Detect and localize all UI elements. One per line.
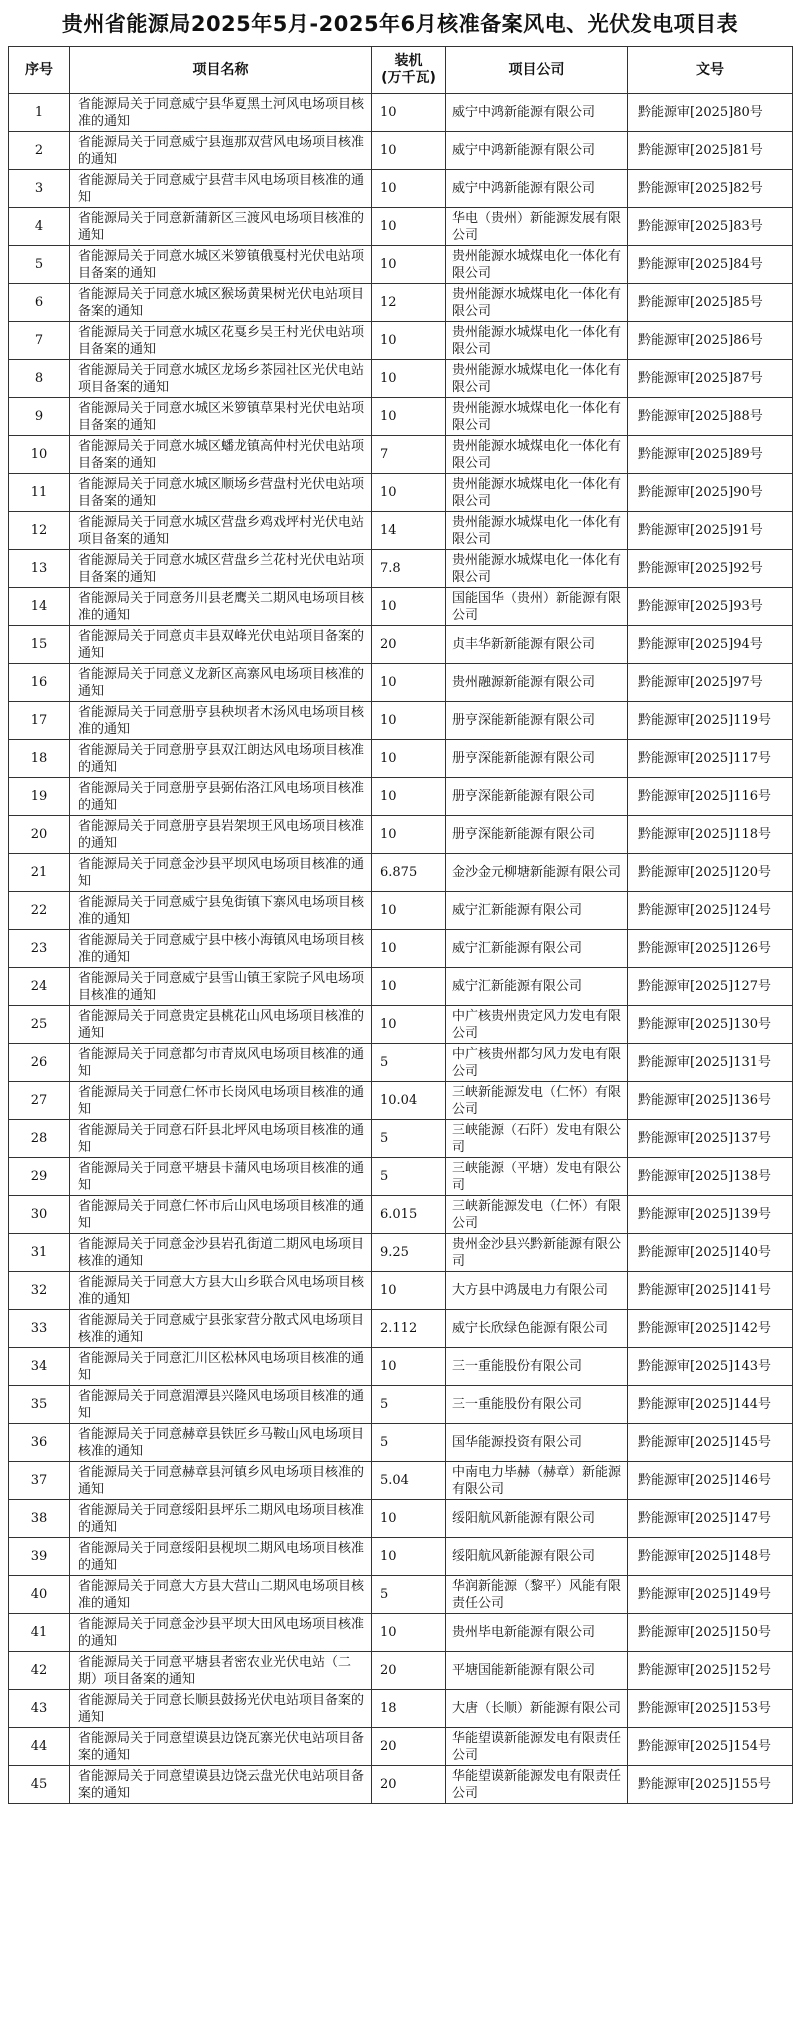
cell-capacity: 10	[372, 398, 446, 436]
table-row	[9, 930, 793, 968]
cell-project-name: 省能源局关于同意威宁县华夏黑土河风电场项目核准的通知	[70, 94, 372, 132]
cell-project-name: 省能源局关于同意仁怀市后山风电场项目核准的通知	[70, 1196, 372, 1234]
cell-no: 18	[9, 740, 70, 778]
cell-no: 31	[9, 1234, 70, 1272]
table-row	[9, 740, 793, 778]
cell-no: 16	[9, 664, 70, 702]
cell-project-name: 省能源局关于同意绥阳县枧坝二期风电场项目核准的通知	[70, 1538, 372, 1576]
table-row	[9, 360, 793, 398]
cell-capacity: 10	[372, 1272, 446, 1310]
header-capacity-line2: (万千瓦)	[381, 70, 436, 86]
cell-no: 45	[9, 1766, 70, 1804]
table-row	[9, 1386, 793, 1424]
cell-company: 大唐（长顺）新能源有限公司	[446, 1690, 628, 1728]
cell-no: 1	[9, 94, 70, 132]
cell-capacity: 10	[372, 94, 446, 132]
table-row	[9, 1652, 793, 1690]
cell-project-name: 省能源局关于同意威宁县营丰风电场项目核准的通知	[70, 170, 372, 208]
cell-project-name: 省能源局关于同意水城区花戛乡吴王村光伏电站项目备案的通知	[70, 322, 372, 360]
cell-capacity: 5	[372, 1424, 446, 1462]
cell-project-name: 省能源局关于同意长顺县鼓扬光伏电站项目备案的通知	[70, 1690, 372, 1728]
cell-capacity: 6.875	[372, 854, 446, 892]
cell-company: 威宁汇新能源有限公司	[446, 930, 628, 968]
cell-project-name: 省能源局关于同意大方县大山乡联合风电场项目核准的通知	[70, 1272, 372, 1310]
cell-project-name: 省能源局关于同意贵定县桃花山风电场项目核准的通知	[70, 1006, 372, 1044]
cell-project-name: 省能源局关于同意贞丰县双峰光伏电站项目备案的通知	[70, 626, 372, 664]
table-row	[9, 436, 793, 474]
cell-capacity: 10	[372, 170, 446, 208]
cell-no: 23	[9, 930, 70, 968]
cell-project-name: 省能源局关于同意威宁县雪山镇王家院子风电场项目核准的通知	[70, 968, 372, 1006]
cell-company: 国华能源投资有限公司	[446, 1424, 628, 1462]
cell-no: 35	[9, 1386, 70, 1424]
table-row	[9, 550, 793, 588]
cell-capacity: 10	[372, 968, 446, 1006]
cell-company: 三一重能股份有限公司	[446, 1348, 628, 1386]
cell-doc-number: 黔能源审[2025]80号	[628, 94, 793, 132]
cell-no: 38	[9, 1500, 70, 1538]
cell-doc-number: 黔能源审[2025]150号	[628, 1614, 793, 1652]
cell-project-name: 省能源局关于同意平塘县卡蒲风电场项目核准的通知	[70, 1158, 372, 1196]
table-row	[9, 1234, 793, 1272]
cell-company: 华电（贵州）新能源发展有限公司	[446, 208, 628, 246]
cell-no: 43	[9, 1690, 70, 1728]
cell-project-name: 省能源局关于同意务川县老鹰关二期风电场项目核准的通知	[70, 588, 372, 626]
cell-capacity: 10.04	[372, 1082, 446, 1120]
cell-project-name: 省能源局关于同意威宁县兔街镇下寨风电场项目核准的通知	[70, 892, 372, 930]
cell-company: 绥阳航风新能源有限公司	[446, 1538, 628, 1576]
cell-company: 威宁汇新能源有限公司	[446, 892, 628, 930]
cell-capacity: 10	[372, 208, 446, 246]
table-row	[9, 588, 793, 626]
cell-doc-number: 黔能源审[2025]144号	[628, 1386, 793, 1424]
document-page	[8, 0, 792, 1804]
cell-company: 贵州融源新能源有限公司	[446, 664, 628, 702]
cell-doc-number: 黔能源审[2025]94号	[628, 626, 793, 664]
table-header	[9, 47, 793, 94]
cell-no: 12	[9, 512, 70, 550]
cell-company: 贞丰华新新能源有限公司	[446, 626, 628, 664]
cell-company: 华能望谟新能源发电有限责任公司	[446, 1766, 628, 1804]
table-row	[9, 1158, 793, 1196]
cell-doc-number: 黔能源审[2025]97号	[628, 664, 793, 702]
cell-capacity: 10	[372, 588, 446, 626]
cell-company: 中南电力毕赫（赫章）新能源有限公司	[446, 1462, 628, 1500]
cell-capacity: 10	[372, 1500, 446, 1538]
table-row	[9, 1120, 793, 1158]
cell-project-name: 省能源局关于同意义龙新区高寨风电场项目核准的通知	[70, 664, 372, 702]
cell-company: 册亨深能新能源有限公司	[446, 816, 628, 854]
cell-no: 21	[9, 854, 70, 892]
cell-company: 威宁中鸿新能源有限公司	[446, 94, 628, 132]
cell-doc-number: 黔能源审[2025]142号	[628, 1310, 793, 1348]
table-row	[9, 512, 793, 550]
cell-no: 32	[9, 1272, 70, 1310]
header-capacity	[372, 47, 446, 94]
cell-doc-number: 黔能源审[2025]92号	[628, 550, 793, 588]
table-row	[9, 664, 793, 702]
cell-capacity: 10	[372, 246, 446, 284]
table-row	[9, 816, 793, 854]
cell-company: 威宁长欣绿色能源有限公司	[446, 1310, 628, 1348]
cell-doc-number: 黔能源审[2025]130号	[628, 1006, 793, 1044]
cell-capacity: 20	[372, 1766, 446, 1804]
cell-capacity: 10	[372, 322, 446, 360]
cell-no: 14	[9, 588, 70, 626]
cell-doc-number: 黔能源审[2025]131号	[628, 1044, 793, 1082]
cell-capacity: 10	[372, 664, 446, 702]
cell-company: 三峡能源（石阡）发电有限公司	[446, 1120, 628, 1158]
cell-capacity: 5	[372, 1386, 446, 1424]
cell-no: 40	[9, 1576, 70, 1614]
cell-company: 贵州能源水城煤电化一体化有限公司	[446, 550, 628, 588]
cell-project-name: 省能源局关于同意都匀市青岚风电场项目核准的通知	[70, 1044, 372, 1082]
cell-project-name: 省能源局关于同意金沙县平坝风电场项目核准的通知	[70, 854, 372, 892]
cell-capacity: 20	[372, 1728, 446, 1766]
cell-company: 威宁汇新能源有限公司	[446, 968, 628, 1006]
cell-project-name: 省能源局关于同意册亨县双江朗达风电场项目核准的通知	[70, 740, 372, 778]
cell-doc-number: 黔能源审[2025]148号	[628, 1538, 793, 1576]
cell-no: 8	[9, 360, 70, 398]
header-no: 序号	[9, 47, 70, 94]
table-row	[9, 1006, 793, 1044]
cell-company: 贵州能源水城煤电化一体化有限公司	[446, 474, 628, 512]
cell-project-name: 省能源局关于同意水城区米箩镇俄戛村光伏电站项目备案的通知	[70, 246, 372, 284]
cell-project-name: 省能源局关于同意水城区米箩镇草果村光伏电站项目备案的通知	[70, 398, 372, 436]
table-row	[9, 284, 793, 322]
cell-company: 三峡新能源发电（仁怀）有限公司	[446, 1196, 628, 1234]
cell-no: 19	[9, 778, 70, 816]
cell-doc-number: 黔能源审[2025]91号	[628, 512, 793, 550]
cell-doc-number: 黔能源审[2025]152号	[628, 1652, 793, 1690]
table-row	[9, 626, 793, 664]
cell-doc-number: 黔能源审[2025]137号	[628, 1120, 793, 1158]
cell-project-name: 省能源局关于同意水城区顺场乡营盘村光伏电站项目备案的通知	[70, 474, 372, 512]
cell-capacity: 10	[372, 132, 446, 170]
cell-no: 4	[9, 208, 70, 246]
cell-project-name: 省能源局关于同意赫章县铁匠乡马鞍山风电场项目核准的通知	[70, 1424, 372, 1462]
table-row	[9, 778, 793, 816]
cell-company: 三峡新能源发电（仁怀）有限公司	[446, 1082, 628, 1120]
cell-capacity: 5	[372, 1576, 446, 1614]
cell-doc-number: 黔能源审[2025]119号	[628, 702, 793, 740]
cell-doc-number: 黔能源审[2025]154号	[628, 1728, 793, 1766]
cell-doc-number: 黔能源审[2025]117号	[628, 740, 793, 778]
cell-doc-number: 黔能源审[2025]88号	[628, 398, 793, 436]
cell-company: 威宁中鸿新能源有限公司	[446, 170, 628, 208]
cell-company: 绥阳航风新能源有限公司	[446, 1500, 628, 1538]
cell-no: 26	[9, 1044, 70, 1082]
cell-doc-number: 黔能源审[2025]138号	[628, 1158, 793, 1196]
cell-no: 2	[9, 132, 70, 170]
cell-doc-number: 黔能源审[2025]127号	[628, 968, 793, 1006]
cell-no: 42	[9, 1652, 70, 1690]
cell-doc-number: 黔能源审[2025]86号	[628, 322, 793, 360]
cell-no: 7	[9, 322, 70, 360]
table-row	[9, 1766, 793, 1804]
cell-doc-number: 黔能源审[2025]139号	[628, 1196, 793, 1234]
table-row	[9, 170, 793, 208]
table-row	[9, 1614, 793, 1652]
cell-doc-number: 黔能源审[2025]146号	[628, 1462, 793, 1500]
table-row	[9, 854, 793, 892]
cell-no: 27	[9, 1082, 70, 1120]
cell-doc-number: 黔能源审[2025]124号	[628, 892, 793, 930]
header-company: 项目公司	[446, 47, 628, 94]
cell-capacity: 10	[372, 1348, 446, 1386]
table-row	[9, 1348, 793, 1386]
cell-no: 3	[9, 170, 70, 208]
cell-no: 28	[9, 1120, 70, 1158]
cell-doc-number: 黔能源审[2025]145号	[628, 1424, 793, 1462]
cell-capacity: 10	[372, 1538, 446, 1576]
cell-doc-number: 黔能源审[2025]116号	[628, 778, 793, 816]
table-row	[9, 1576, 793, 1614]
cell-project-name: 省能源局关于同意新蒲新区三渡风电场项目核准的通知	[70, 208, 372, 246]
cell-no: 5	[9, 246, 70, 284]
table-body	[9, 94, 793, 1804]
cell-company: 三一重能股份有限公司	[446, 1386, 628, 1424]
cell-company: 华能望谟新能源发电有限责任公司	[446, 1728, 628, 1766]
cell-project-name: 省能源局关于同意石阡县北坪风电场项目核准的通知	[70, 1120, 372, 1158]
cell-capacity: 6.015	[372, 1196, 446, 1234]
cell-no: 30	[9, 1196, 70, 1234]
cell-project-name: 省能源局关于同意威宁县迤那双营风电场项目核准的通知	[70, 132, 372, 170]
table-row	[9, 702, 793, 740]
cell-company: 贵州能源水城煤电化一体化有限公司	[446, 512, 628, 550]
cell-company: 册亨深能新能源有限公司	[446, 702, 628, 740]
cell-capacity: 10	[372, 1006, 446, 1044]
table-row	[9, 246, 793, 284]
cell-no: 44	[9, 1728, 70, 1766]
cell-doc-number: 黔能源审[2025]147号	[628, 1500, 793, 1538]
cell-no: 36	[9, 1424, 70, 1462]
cell-project-name: 省能源局关于同意水城区营盘乡兰花村光伏电站项目备案的通知	[70, 550, 372, 588]
cell-doc-number: 黔能源审[2025]118号	[628, 816, 793, 854]
cell-doc-number: 黔能源审[2025]136号	[628, 1082, 793, 1120]
cell-no: 25	[9, 1006, 70, 1044]
table-row	[9, 1082, 793, 1120]
table-row	[9, 132, 793, 170]
cell-capacity: 2.112	[372, 1310, 446, 1348]
cell-capacity: 10	[372, 778, 446, 816]
cell-doc-number: 黔能源审[2025]153号	[628, 1690, 793, 1728]
cell-no: 41	[9, 1614, 70, 1652]
cell-no: 11	[9, 474, 70, 512]
header-capacity-line1: 装机	[394, 53, 423, 69]
cell-no: 10	[9, 436, 70, 474]
table-row	[9, 398, 793, 436]
cell-no: 33	[9, 1310, 70, 1348]
cell-company: 大方县中鸿晟电力有限公司	[446, 1272, 628, 1310]
cell-project-name: 省能源局关于同意湄潭县兴隆风电场项目核准的通知	[70, 1386, 372, 1424]
cell-capacity: 5	[372, 1158, 446, 1196]
cell-capacity: 10	[372, 702, 446, 740]
cell-capacity: 5.04	[372, 1462, 446, 1500]
cell-company: 贵州能源水城煤电化一体化有限公司	[446, 284, 628, 322]
cell-project-name: 省能源局关于同意仁怀市长岗风电场项目核准的通知	[70, 1082, 372, 1120]
cell-no: 15	[9, 626, 70, 664]
cell-company: 贵州金沙县兴黔新能源有限公司	[446, 1234, 628, 1272]
cell-capacity: 20	[372, 626, 446, 664]
header-doc: 文号	[628, 47, 793, 94]
cell-capacity: 7.8	[372, 550, 446, 588]
table-row	[9, 892, 793, 930]
cell-no: 22	[9, 892, 70, 930]
cell-project-name: 省能源局关于同意威宁县张家营分散式风电场项目核准的通知	[70, 1310, 372, 1348]
cell-doc-number: 黔能源审[2025]83号	[628, 208, 793, 246]
cell-doc-number: 黔能源审[2025]85号	[628, 284, 793, 322]
table-row	[9, 1196, 793, 1234]
cell-no: 9	[9, 398, 70, 436]
cell-company: 贵州能源水城煤电化一体化有限公司	[446, 322, 628, 360]
cell-company: 贵州毕电新能源有限公司	[446, 1614, 628, 1652]
cell-project-name: 省能源局关于同意水城区蟠龙镇高仲村光伏电站项目备案的通知	[70, 436, 372, 474]
cell-company: 华润新能源（黎平）风能有限责任公司	[446, 1576, 628, 1614]
table-row	[9, 1424, 793, 1462]
table-row	[9, 208, 793, 246]
cell-capacity: 9.25	[372, 1234, 446, 1272]
cell-no: 17	[9, 702, 70, 740]
cell-project-name: 省能源局关于同意平塘县者密农业光伏电站（二期）项目备案的通知	[70, 1652, 372, 1690]
cell-company: 中广核贵州贵定风力发电有限公司	[446, 1006, 628, 1044]
table-row	[9, 1044, 793, 1082]
cell-no: 24	[9, 968, 70, 1006]
cell-capacity: 10	[372, 740, 446, 778]
cell-company: 册亨深能新能源有限公司	[446, 740, 628, 778]
cell-capacity: 12	[372, 284, 446, 322]
cell-capacity: 20	[372, 1652, 446, 1690]
cell-capacity: 10	[372, 474, 446, 512]
cell-project-name: 省能源局关于同意汇川区松林风电场项目核准的通知	[70, 1348, 372, 1386]
cell-no: 29	[9, 1158, 70, 1196]
cell-no: 34	[9, 1348, 70, 1386]
cell-doc-number: 黔能源审[2025]84号	[628, 246, 793, 284]
cell-doc-number: 黔能源审[2025]81号	[628, 132, 793, 170]
table-row	[9, 1310, 793, 1348]
cell-no: 13	[9, 550, 70, 588]
cell-project-name: 省能源局关于同意金沙县岩孔街道二期风电场项目核准的通知	[70, 1234, 372, 1272]
cell-capacity: 10	[372, 816, 446, 854]
cell-capacity: 5	[372, 1044, 446, 1082]
cell-doc-number: 黔能源审[2025]120号	[628, 854, 793, 892]
cell-capacity: 18	[372, 1690, 446, 1728]
cell-doc-number: 黔能源审[2025]82号	[628, 170, 793, 208]
cell-no: 37	[9, 1462, 70, 1500]
cell-doc-number: 黔能源审[2025]143号	[628, 1348, 793, 1386]
table-row	[9, 1538, 793, 1576]
cell-project-name: 省能源局关于同意册亨县弼佑洛江风电场项目核准的通知	[70, 778, 372, 816]
cell-company: 平塘国能新能源有限公司	[446, 1652, 628, 1690]
table-row	[9, 968, 793, 1006]
table-row	[9, 1728, 793, 1766]
cell-company: 三峡能源（平塘）发电有限公司	[446, 1158, 628, 1196]
cell-doc-number: 黔能源审[2025]87号	[628, 360, 793, 398]
page-title: 贵州省能源局2025年5月-2025年6月核准备案风电、光伏发电项目表	[61, 12, 739, 36]
cell-capacity: 10	[372, 360, 446, 398]
cell-company: 威宁中鸿新能源有限公司	[446, 132, 628, 170]
cell-project-name: 省能源局关于同意水城区猴场黄果树光伏电站项目备案的通知	[70, 284, 372, 322]
cell-project-name: 省能源局关于同意绥阳县坪乐二期风电场项目核准的通知	[70, 1500, 372, 1538]
cell-project-name: 省能源局关于同意望谟县边饶云盘光伏电站项目备案的通知	[70, 1766, 372, 1804]
cell-project-name: 省能源局关于同意金沙县平坝大田风电场项目核准的通知	[70, 1614, 372, 1652]
cell-doc-number: 黔能源审[2025]140号	[628, 1234, 793, 1272]
cell-company: 贵州能源水城煤电化一体化有限公司	[446, 246, 628, 284]
cell-no: 39	[9, 1538, 70, 1576]
cell-project-name: 省能源局关于同意望谟县边饶瓦寨光伏电站项目备案的通知	[70, 1728, 372, 1766]
header-row	[9, 47, 793, 94]
cell-project-name: 省能源局关于同意赫章县河镇乡风电场项目核准的通知	[70, 1462, 372, 1500]
cell-doc-number: 黔能源审[2025]149号	[628, 1576, 793, 1614]
cell-capacity: 5	[372, 1120, 446, 1158]
cell-project-name: 省能源局关于同意册亨县岩架坝王风电场项目核准的通知	[70, 816, 372, 854]
project-table	[8, 46, 793, 1804]
cell-capacity: 14	[372, 512, 446, 550]
cell-company: 国能国华（贵州）新能源有限公司	[446, 588, 628, 626]
cell-no: 6	[9, 284, 70, 322]
cell-doc-number: 黔能源审[2025]126号	[628, 930, 793, 968]
cell-doc-number: 黔能源审[2025]93号	[628, 588, 793, 626]
cell-capacity: 7	[372, 436, 446, 474]
cell-project-name: 省能源局关于同意威宁县中核小海镇风电场项目核准的通知	[70, 930, 372, 968]
table-row	[9, 1462, 793, 1500]
cell-project-name: 省能源局关于同意水城区龙场乡茶园社区光伏电站项目备案的通知	[70, 360, 372, 398]
header-name: 项目名称	[70, 47, 372, 94]
table-row	[9, 1272, 793, 1310]
cell-company: 贵州能源水城煤电化一体化有限公司	[446, 360, 628, 398]
cell-doc-number: 黔能源审[2025]90号	[628, 474, 793, 512]
table-row	[9, 474, 793, 512]
cell-capacity: 10	[372, 892, 446, 930]
cell-company: 册亨深能新能源有限公司	[446, 778, 628, 816]
cell-project-name: 省能源局关于同意大方县大营山二期风电场项目核准的通知	[70, 1576, 372, 1614]
table-row	[9, 94, 793, 132]
cell-company: 金沙金元柳塘新能源有限公司	[446, 854, 628, 892]
cell-capacity: 10	[372, 930, 446, 968]
cell-doc-number: 黔能源审[2025]141号	[628, 1272, 793, 1310]
cell-doc-number: 黔能源审[2025]89号	[628, 436, 793, 474]
cell-company: 贵州能源水城煤电化一体化有限公司	[446, 436, 628, 474]
cell-no: 20	[9, 816, 70, 854]
cell-capacity: 10	[372, 1614, 446, 1652]
cell-project-name: 省能源局关于同意水城区营盘乡鸡戏坪村光伏电站项目备案的通知	[70, 512, 372, 550]
cell-doc-number: 黔能源审[2025]155号	[628, 1766, 793, 1804]
cell-project-name: 省能源局关于同意册亨县秧坝者木汤风电场项目核准的通知	[70, 702, 372, 740]
cell-company: 中广核贵州都匀风力发电有限公司	[446, 1044, 628, 1082]
table-row	[9, 1690, 793, 1728]
table-row	[9, 322, 793, 360]
table-row	[9, 1500, 793, 1538]
cell-company: 贵州能源水城煤电化一体化有限公司	[446, 398, 628, 436]
